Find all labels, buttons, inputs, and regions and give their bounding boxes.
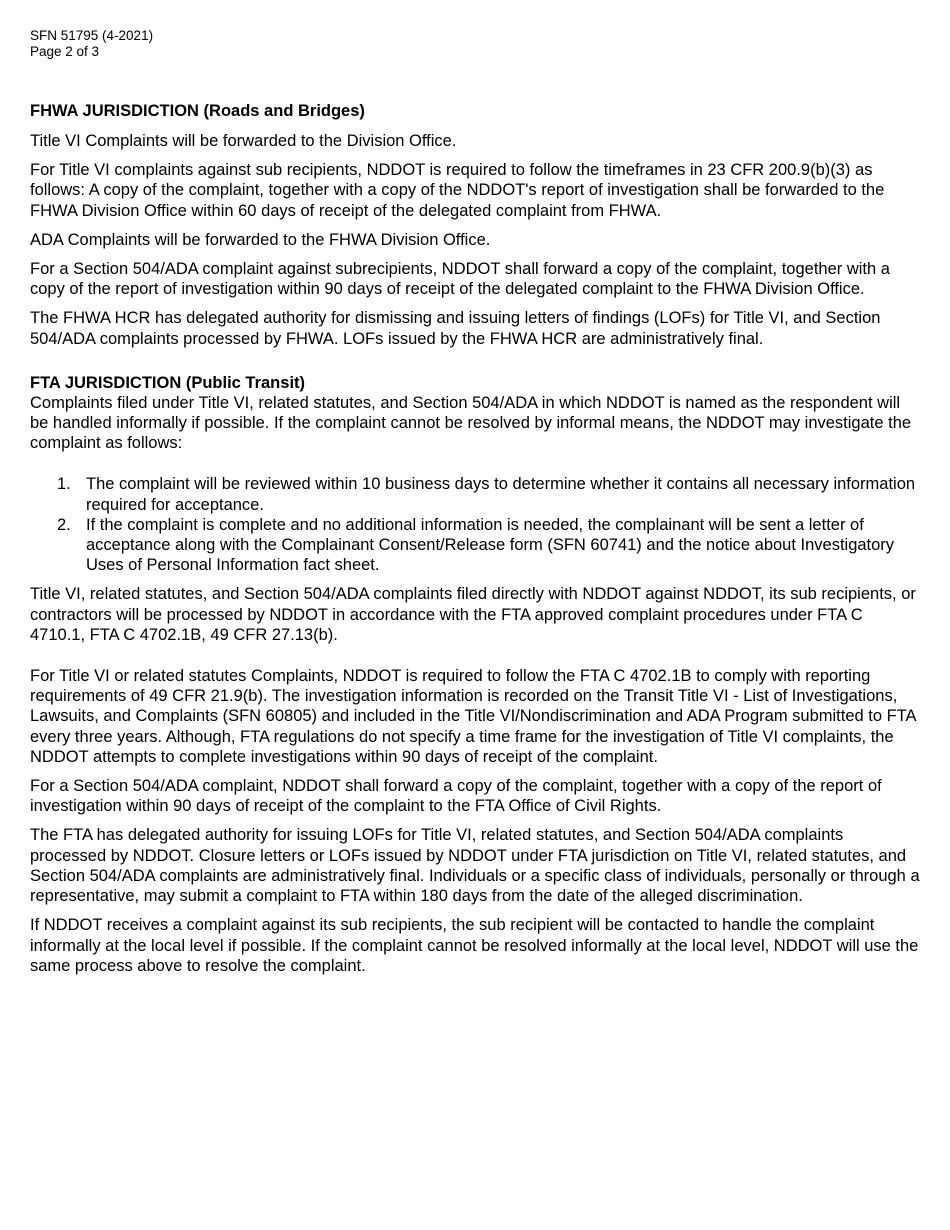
list-item [30,515,920,576]
fta-intro-paragraph: Complaints filed under Title VI, related statutes, and Section 504/ADA in which NDDOT is named as the respondent will be handled informally if possible. If the complaint cannot be resolved by informal means, the NDDOT may investigate the complaint as follows: [30,393,912,453]
fhwa-section [30,101,920,349]
fta-paragraph-2: For Title VI or related statutes Complaints, NDDOT is required to follow the FTA C 4702.1B to comply with reporting requirements of 49 CFR 21.9(b). The investigation information is recorded on the Transit Title VI - List of Investigations, Lawsuits, and Complaints (SFN 60805) and included in the Title VI/Nondiscrimination and ADA Program submitted to FTA every three years. Although, FTA regulations do not specify a time frame for the investigation of Title VI complaints, the NDDOT attempts to complete investigations within 90 days of receipt of the complaint. [30,667,916,766]
fta-heading: FTA JURISDICTION (Public Transit) [30,373,306,392]
form-number: SFN 51795 (4-2021) [30,28,154,43]
list-item-number: 1. [57,475,71,494]
fta-section [30,373,920,976]
list-item-text: If the complaint is complete and no additional information is needed, the complainant will be sent a letter of acceptance along with the Complainant Consent/Release form (SFN 60741) and the notice about Investigatory Uses of Personal Information fact sheet. [86,515,895,575]
fhwa-heading: FHWA JURISDICTION (Roads and Bridges) [30,102,365,120]
document-page [30,28,920,976]
fta-paragraph-4: The FTA has delegated authority for issuing LOFs for Title VI, related statutes, and Section 504/ADA complaints processed by NDDOT. Closure letters or LOFs issued by NDDOT under FTA jurisdiction on Title VI, related statutes, and Section 504/ADA complaints are administratively final. Individuals or a specific class of individuals, personally or through a representative, may submit a complaint to FTA within 180 days from the date of the alleged discrimination. [30,826,920,906]
fta-paragraph-5: If NDDOT receives a complaint against its sub recipients, the sub recipient will be contacted to handle the complaint informally at the local level if possible. If the complaint cannot be resolved informally at the local level, NDDOT will use the same process above to resolve the complaint. [30,916,919,975]
fta-steps-list [30,474,920,575]
page-number: Page 2 of 3 [30,44,100,59]
fhwa-paragraph-5: The FHWA HCR has delegated authority for dismissing and issuing letters of findings (LOFs) for Title VI, and Section 504/ADA complaints processed by FHWA. LOFs issued by the FHWA HCR are administratively final. [30,309,881,348]
fhwa-paragraph-2: For Title VI complaints against sub recipients, NDDOT is required to follow the timeframes in 23 CFR 200.9(b)(3) as follows: A copy of the complaint, together with a copy of the NDDOT's report of investigation shall be forwarded to the FHWA Division Office within 60 days of receipt of the delegated complaint from FHWA. [30,161,885,220]
list-item-text: The complaint will be reviewed within 10 business days to determine whether it contains all necessary information required for acceptance. [86,475,916,514]
fhwa-paragraph-4: For a Section 504/ADA complaint against subrecipients, NDDOT shall forward a copy of the complaint, together with a copy of the report of investigation within 90 days of receipt of the delegated complaint to the FHWA Division Office. [30,260,890,299]
fta-paragraph-3: For a Section 504/ADA complaint, NDDOT shall forward a copy of the complaint, together with a copy of the report of investigation within 90 days of receipt of the complaint to the FTA Office of Civil Rights. [30,777,882,816]
list-item-number: 2. [57,515,71,534]
list-item [30,474,920,514]
fta-paragraph-1: Title VI, related statutes, and Section 504/ADA complaints filed directly with NDDOT against NDDOT, its sub recipients, or contractors will be processed by NDDOT in accordance with the FTA approved complaint procedures under FTA C 4710.1, FTA C 4702.1B, 49 CFR 27.13(b). [30,585,916,644]
fhwa-paragraph-1: Title VI Complaints will be forwarded to the Division Office. [30,132,457,150]
fhwa-paragraph-3: ADA Complaints will be forwarded to the FHWA Division Office. [30,230,491,249]
